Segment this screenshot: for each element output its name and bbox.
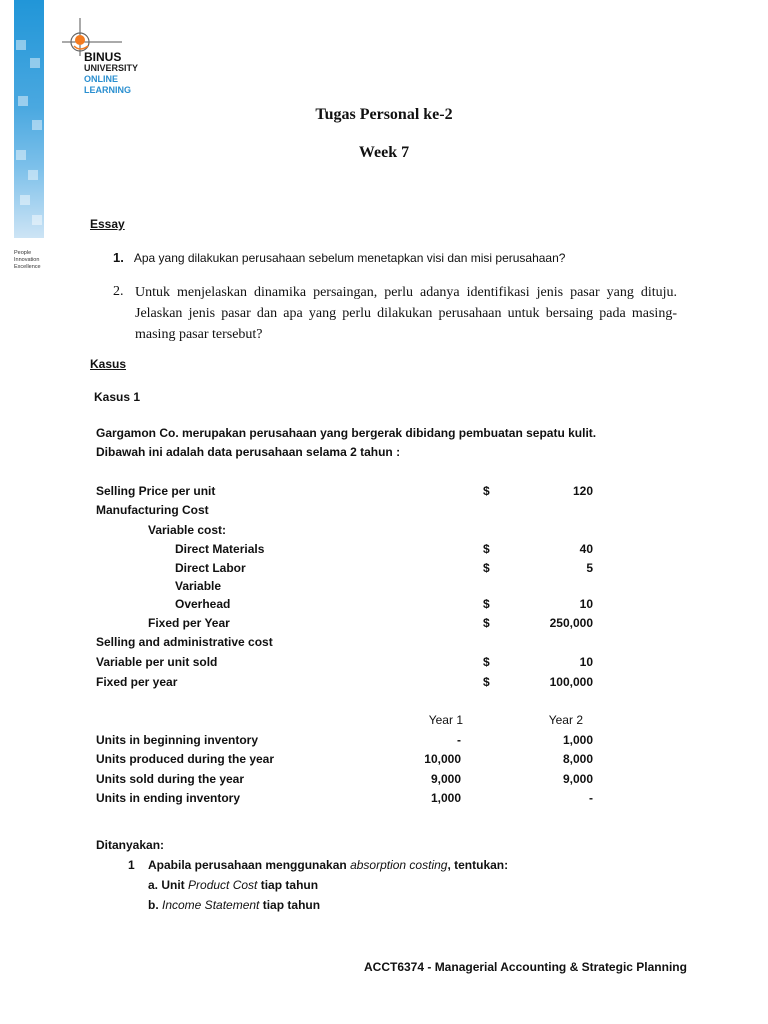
cost-value: 5 xyxy=(586,561,593,575)
text-segment: , tentukan: xyxy=(447,858,509,872)
page-subtitle: Week 7 xyxy=(358,144,410,161)
units-label: Units in ending inventory xyxy=(96,791,241,805)
units-year2: 8,000 xyxy=(562,752,593,766)
units-year1: - xyxy=(457,733,461,747)
units-year1: 1,000 xyxy=(430,791,461,805)
case-subquestion-a xyxy=(148,878,318,892)
sidebar-tile xyxy=(20,195,30,205)
dollar-sign: $ xyxy=(483,484,490,498)
dollar-sign: $ xyxy=(483,542,490,556)
logo-wordmark xyxy=(84,52,138,96)
units-year2: - xyxy=(589,791,593,805)
units-label: Units produced during the year xyxy=(96,752,275,766)
brand-online: ONLINE xyxy=(84,74,119,84)
tagline xyxy=(14,250,54,271)
cost-label: Manufacturing Cost xyxy=(96,503,209,517)
text-segment: a. Unit xyxy=(148,878,189,892)
cost-label: Variable cost: xyxy=(148,523,227,537)
dollar-sign: $ xyxy=(483,655,490,669)
cost-label: Overhead xyxy=(175,597,231,611)
sidebar-tile xyxy=(18,96,28,106)
year-header: Year 2 xyxy=(548,713,583,727)
units-year2: 9,000 xyxy=(562,772,593,786)
text-segment: b. xyxy=(148,898,162,912)
italic-term: Income Statement xyxy=(162,898,260,912)
case-intro: Gargamon Co. merupakan perusahaan yang bergerak dibidang pembuatan sepatu kulit. xyxy=(96,426,597,440)
brand-learning: LEARNING xyxy=(84,85,131,95)
text-segment: tiap tahun xyxy=(257,878,319,892)
units-label: Units in beginning inventory xyxy=(96,733,258,747)
cost-label: Direct Materials xyxy=(175,542,265,556)
tagline-line: Innovation xyxy=(14,257,40,263)
page-footer: ACCT6374 - Managerial Accounting & Strategic Planning xyxy=(364,960,687,974)
cost-label: Direct Labor xyxy=(175,561,246,575)
sidebar-tile xyxy=(16,40,26,50)
cost-label: Fixed per Year xyxy=(148,616,230,630)
kasus-subheading: Kasus 1 xyxy=(94,390,141,404)
units-year1: 10,000 xyxy=(424,752,461,766)
tagline-line: People xyxy=(14,250,32,256)
sidebar-tile xyxy=(32,215,42,225)
essay-question-1 xyxy=(113,250,565,265)
kasus-heading: Kasus xyxy=(90,357,127,371)
year-header: Year 1 xyxy=(428,713,463,727)
cost-label: Selling Price per unit xyxy=(96,484,216,498)
tagline-line: Excellence xyxy=(14,264,41,270)
question-number: 1 xyxy=(128,858,135,872)
question-number: 1. xyxy=(113,250,124,265)
questions-heading: Ditanyakan: xyxy=(96,838,165,852)
essay-question-2: Untuk menjelaskan dinamika persaingan, perlu adanya identifikasi jenis pasar yang dituju. Jelaskan jenis pasar dan apa yang perlu dilakukan perusahaan untuk bersaing pada masing-masing pasar tersebut? xyxy=(135,285,677,342)
text-segment: Apabila perusahaan menggunakan xyxy=(148,858,351,872)
italic-term: Product Cost xyxy=(188,878,258,892)
units-year2: 1,000 xyxy=(562,733,593,747)
question-text: Apa yang dilakukan perusahaan sebelum menetapkan visi dan misi perusahaan? xyxy=(133,251,566,265)
cost-value: 40 xyxy=(579,542,593,556)
text-segment: tiap tahun xyxy=(259,898,321,912)
dollar-sign: $ xyxy=(483,616,490,630)
sidebar-tile xyxy=(28,170,38,180)
units-label: Units sold during the year xyxy=(96,772,245,786)
dollar-sign: $ xyxy=(483,597,490,611)
page-title: Tugas Personal ke-2 xyxy=(315,106,453,123)
case-subquestion-b xyxy=(148,898,320,912)
cost-value: 100,000 xyxy=(549,675,593,689)
essay-heading: Essay xyxy=(90,217,125,231)
case-intro: Dibawah ini adalah data perusahaan selama 2 tahun : xyxy=(96,445,401,459)
cost-value: 120 xyxy=(572,484,593,498)
units-year1: 9,000 xyxy=(430,772,461,786)
brand-name: BINUS xyxy=(84,50,122,64)
sidebar-tile xyxy=(30,58,40,68)
cost-value: 10 xyxy=(579,597,593,611)
cost-label: Selling and administrative cost xyxy=(96,635,273,649)
dollar-sign: $ xyxy=(483,675,490,689)
question-number: 2. xyxy=(113,284,124,299)
cost-label: Fixed per year xyxy=(96,675,178,689)
brand-university: UNIVERSITY xyxy=(84,63,139,73)
cost-label: Variable xyxy=(175,579,222,593)
case-question xyxy=(148,858,508,872)
cost-label: Variable per unit sold xyxy=(96,655,218,669)
dollar-sign: $ xyxy=(483,561,490,575)
cost-value: 250,000 xyxy=(549,616,593,630)
italic-term: absorption costing xyxy=(350,858,448,872)
cost-value: 10 xyxy=(579,655,593,669)
